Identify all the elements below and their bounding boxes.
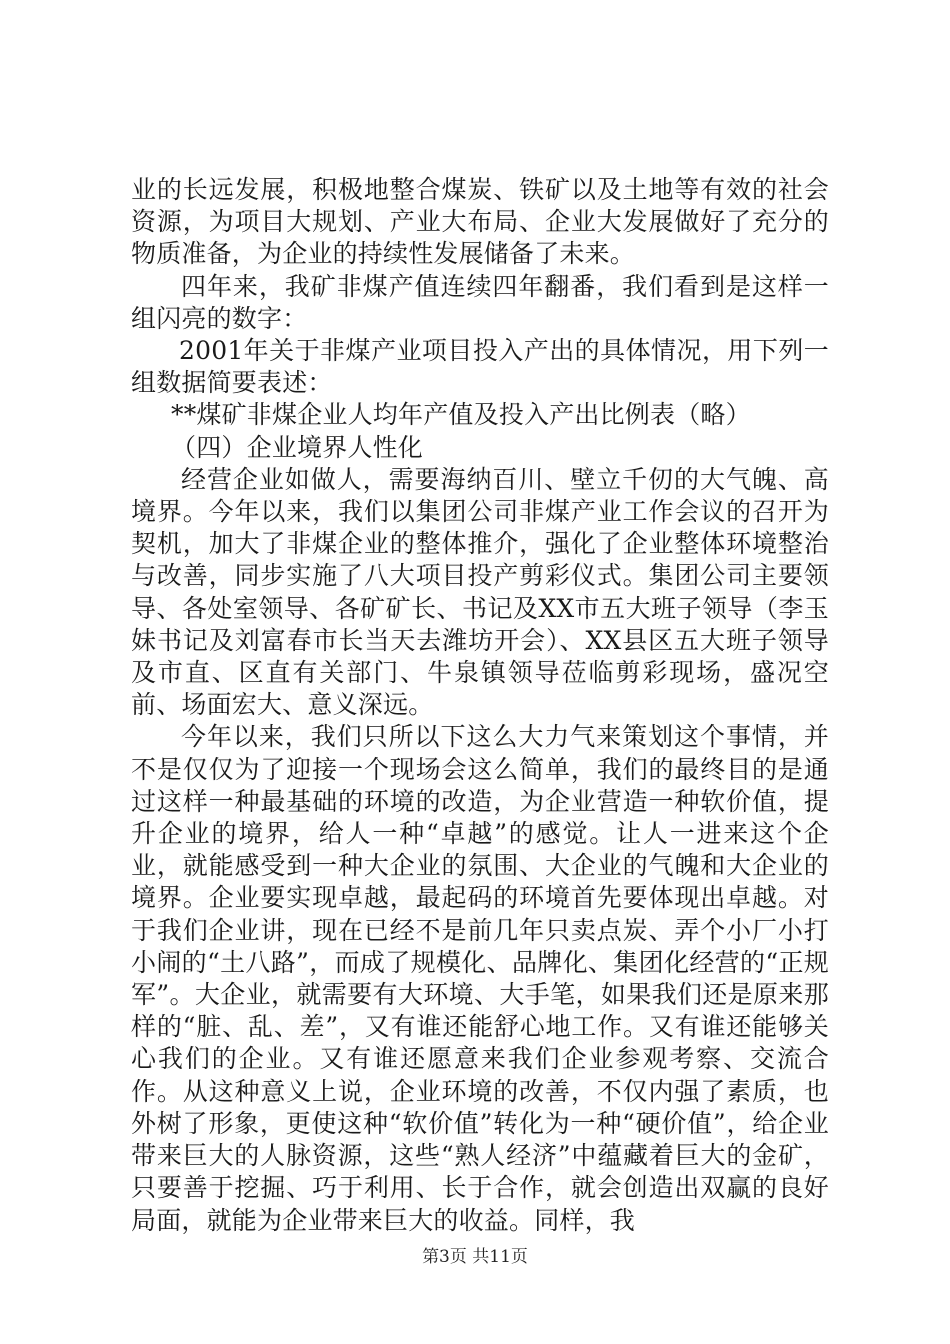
- paragraph-business-realm: 经营企业如做人，需要海纳百川、壁立千仞的大气魄、高境界。今年以来，我们以集团公司非煤产业工作会议的召开为契机，加大了非煤企业的整体推介，强化了企业整体环境整治与改善，同步实施了八大项目投产剪彩仪式。集团公司主要领导、各处室领导、各矿矿长、书记及XX市五大班子领导（李玉妹书记及刘富春市长当天去潍坊开会）、XX县区五大班子领导及市直、区直有关部门、牛泉镇领导莅临剪彩现场，盛况空前、场面宏大、意义深远。: [131, 464, 829, 720]
- paragraph-four-years: 四年来，我矿非煤产值连续四年翻番，我们看到是这样一组闪亮的数字：: [131, 271, 829, 333]
- document-body: [131, 174, 829, 1237]
- paragraph-intro-continuation: 业的长远发展，积极地整合煤炭、铁矿以及土地等有效的社会资源，为项目大规划、产业大布局、企业大发展做好了充分的物质准备，为企业的持续性发展储备了未来。: [131, 175, 829, 269]
- table-reference-line: **煤矿非煤企业人均年产值及投入产出比例表（略）: [171, 400, 751, 430]
- page-number-footer: 第3页 共11页: [422, 1247, 528, 1267]
- paragraph-this-year: 今年以来，我们只所以下这么大力气来策划这个事情，并不是仅仅为了迎接一个现场会这么简单，我们的最终目的是通过这样一种最基础的环境的改造，为企业营造一种软价值，提升企业的境界，给人一种“卓越”的感觉。让人一进来这个企业，就能感受到一种大企业的氛围、大企业的气魄和大企业的境界。企业要实现卓越，最起码的环境首先要体现出卓越。对于我们企业讲，现在已经不是前几年只卖点炭、弄个小厂小打小闹的“土八路”，而成了规模化、品牌化、集团化经营的“正规军”。大企业，就需要有大环境、大手笔，如果我们还是原来那样的“脏、乱、差”，又有谁还能舒心地工作。又有谁还能够关心我们的企业。又有谁还愿意来我们企业参观考察、交流合作。从这种意义上说，企业环境的改善，不仅内强了素质，也外树了形象，更使这种“软价值”转化为一种“硬价值”，给企业带来巨大的人脉资源，这些“熟人经济”中蕴藏着巨大的金矿，只要善于挖掘、巧于利用、长于合作，就会创造出双赢的良好局面，就能为企业带来巨大的收益。同样，我: [131, 722, 829, 1235]
- paragraph-2001-data: 2001年关于非煤产业项目投入产出的具体情况，用下列一组数据简要表述：: [131, 336, 829, 398]
- section-heading: （四）企业境界人性化: [171, 432, 424, 462]
